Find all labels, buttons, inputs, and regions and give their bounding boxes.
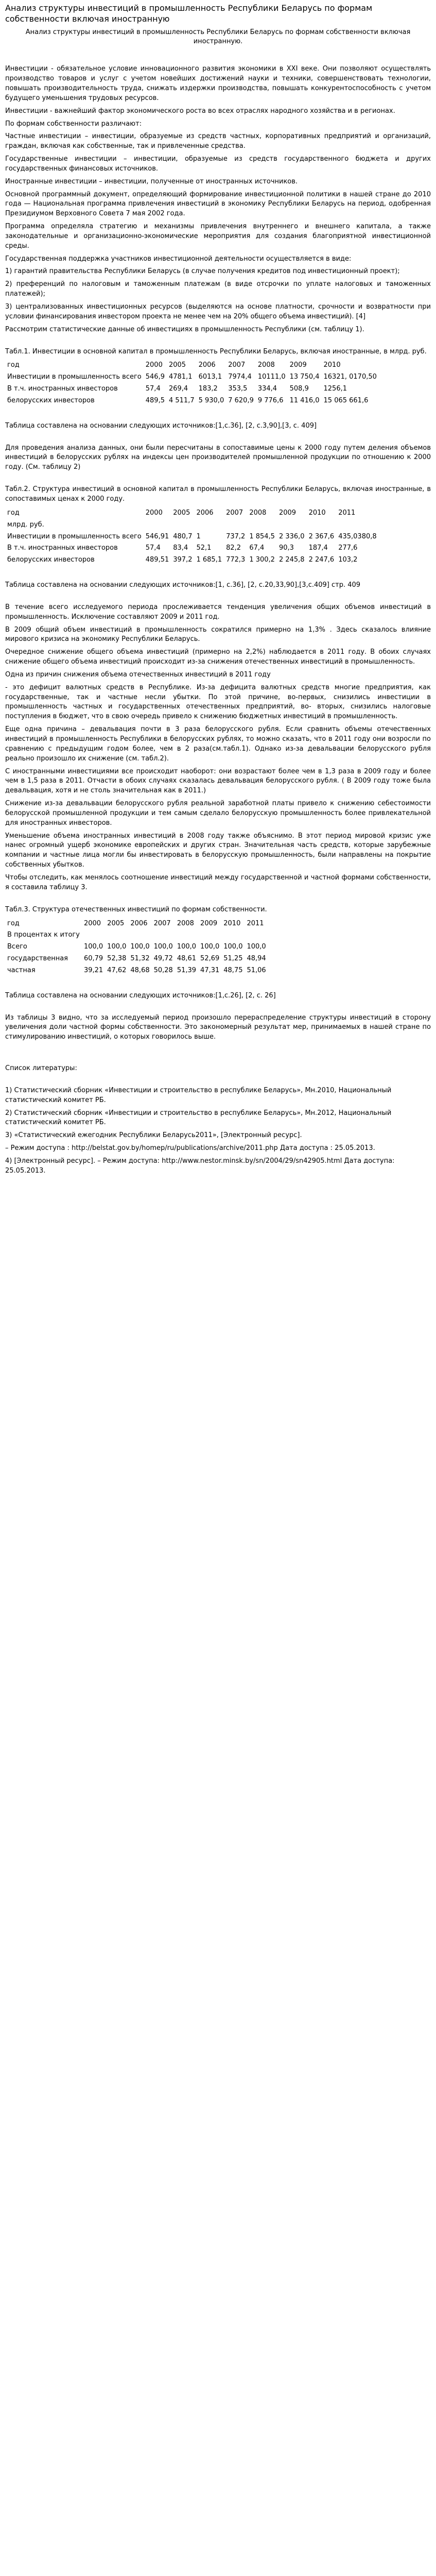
- table-cell: 48,61: [177, 955, 197, 963]
- table-cell: 489,5: [145, 396, 165, 404]
- table-cell: 67,4: [249, 544, 265, 552]
- conclusion: Из таблицы 3 видно, что за исследуемый период произошло перераспределение структуры инвестиций в сторону увеличения доли частной формы собственности. Это закономерный результат мер, принимаемых в нашей стране по стимулированию инвестиций, о которых говорилось выше.: [5, 1013, 431, 1041]
- paragraph: Очередное снижение общего объема инвестиций (примерно на 2,2%) наблюдается в 2011 году. В обоих случаях снижение общего объема инвестиций происходит из-за снижения отечественных инвестиций в промышленность.: [5, 648, 431, 666]
- table-cell: государственная: [7, 955, 68, 963]
- table-cell: 772,3: [226, 556, 246, 564]
- table-cell: 397,2: [173, 556, 193, 564]
- table-cell: 50,28: [153, 966, 173, 974]
- table-cell: [221, 929, 245, 941]
- table-row: [5, 395, 379, 407]
- table-cell: [224, 519, 247, 531]
- table-cell: [245, 929, 268, 941]
- paragraph: В 2009 общий объем инвестиций в промышленность сократился примерно на 1,3% . Здесь сказалось влияние мирового кризиса на экономику Республики Беларусь.: [5, 625, 431, 643]
- table-cell: В т.ч. иностранных инвесторов: [7, 385, 118, 393]
- paragraph: Инвестиции - важнейший фактор экономического роста во всех отраслях народного хозяйства и в регионах.: [5, 107, 395, 115]
- table-cell: 4781,1: [168, 373, 193, 381]
- paragraph: Уменьшение объема иностранных инвестиций в 2008 году также объяснимо. В этот период мировой кризис уже нанес огромный ущерб экономике европейских и других стран. Значительная часть средств, которые зарубежные компании и частные лица могли бы инвестировать в белорусскую промышленность, были направлены на покрытие собственных убытков.: [5, 832, 431, 869]
- table1-caption: Табл.1. Инвестиции в основной капитал в промышленность Республики Беларусь, включая иностранные, в млрд. руб.: [5, 347, 427, 355]
- table-cell: 57,4: [145, 544, 161, 552]
- table-row: [5, 519, 379, 531]
- table2: [5, 507, 379, 566]
- paragraph: Государственные инвестиции – инвестиции, образуемые из средств государственного бюджета и других государственных финансовых источников.: [5, 155, 431, 173]
- table-cell: 5 930,0: [198, 396, 224, 404]
- paragraph: 3) централизованных инвестиционных ресурсов (выделяются на основе платности, срочности и возвратности при условии финансирования инвестором проекта не менее чем на 20% общего объема инвестиций). [4]: [5, 303, 431, 320]
- table-cell: 48,94: [247, 955, 266, 963]
- table1-source: Таблица составлена на основании следующих источников:[1,с.36], [2, с.3,90],[3, с. 409]: [5, 421, 317, 430]
- table-cell: 16321, 0170,50: [323, 373, 377, 381]
- table-cell: [336, 519, 378, 531]
- table-cell: 2 367,6: [308, 532, 335, 540]
- table-cell: Инвестиции в промышленность всего: [7, 373, 142, 381]
- table-cell: 90,3: [278, 544, 294, 552]
- table-cell: 2008: [249, 509, 267, 517]
- paragraph: 1) гарантий правительства Республики Беларусь (в случае получения кредитов под инвестиционный проект);: [5, 267, 400, 276]
- table-cell: 6013,1: [198, 373, 222, 381]
- table-row: [5, 531, 379, 543]
- table-cell: 100,0: [107, 943, 127, 951]
- table-cell: Всего: [7, 943, 27, 951]
- table-cell: 11 416,0: [289, 396, 320, 404]
- table-cell: год: [7, 919, 20, 927]
- table-cell: 277,6: [338, 544, 358, 552]
- reference-item: 3) «Статистический ежегодник Республики Беларусь2011», [Электронный ресурс].: [5, 1131, 302, 1140]
- table-cell: 83,4: [173, 544, 188, 552]
- paragraph: 2) преференций по налоговым и таможенным платежам (в виде отсрочки по уплате налоговых и таможенных платежей);: [5, 280, 431, 298]
- table-row: [5, 953, 268, 965]
- table-cell: 57,4: [145, 385, 161, 393]
- table3-caption: Табл.3. Структура отечественных инвестиций по формам собственности.: [5, 905, 267, 913]
- table-cell: 49,72: [153, 955, 173, 963]
- table-cell: [175, 929, 198, 941]
- table-cell: 435,0380,8: [338, 532, 377, 540]
- table-cell: 9 776,6: [257, 396, 284, 404]
- table-cell: 2005: [107, 919, 125, 927]
- table-cell: 51,39: [177, 966, 197, 974]
- table-cell: [247, 519, 277, 531]
- table-cell: 2011: [247, 919, 264, 927]
- table-cell: [105, 929, 128, 941]
- table-cell: [171, 519, 194, 531]
- table-cell: 508,9: [289, 385, 309, 393]
- document-subtitle: Анализ структуры инвестиций в промышленность Республики Беларусь по формам собственности включая иностранную.: [25, 28, 411, 46]
- table-cell: 1 854,5: [249, 532, 275, 540]
- table-cell: частная: [7, 966, 36, 974]
- table-row: [5, 929, 268, 941]
- table-cell: 2000: [145, 361, 163, 369]
- table-cell: 334,4: [257, 385, 277, 393]
- table-cell: 100,0: [200, 943, 220, 951]
- table-cell: 2010: [323, 361, 341, 369]
- table-cell: 2005: [173, 509, 190, 517]
- reference-item: 1) Статистический сборник «Инвестиции и строительство в республике Беларусь», Мн.2010, Национальный статистический комитет РБ.: [5, 1086, 392, 1104]
- table-cell: Инвестиции в промышленность всего: [7, 532, 142, 540]
- table-cell: В т.ч. иностранных инвесторов: [7, 544, 118, 552]
- table-cell: год: [7, 509, 20, 517]
- table-cell: 2008: [177, 919, 194, 927]
- table-cell: 1: [196, 532, 201, 540]
- table1-note: Для проведения анализа данных, они были пересчитаны в сопоставимые цены к 2000 году путем деления объемов инвестиций в белорусских рублях на индексы цен производителей промышленной продукции по отношению к 2000 году. (См. таблицу 2): [5, 444, 431, 471]
- table-cell: 4 511,7: [168, 396, 195, 404]
- table-cell: В процентах к итогу: [7, 931, 80, 939]
- table1: [5, 360, 379, 406]
- document-title: Анализ структуры инвестиций в промышленность Республики Беларусь по формам собственности включая иностранную: [5, 3, 373, 24]
- table-cell: 13 750,4: [289, 373, 320, 381]
- analysis-section: [5, 603, 431, 893]
- table-cell: 1 300,2: [249, 556, 275, 564]
- table-cell: 187,4: [308, 544, 328, 552]
- table-cell: белорусских инвесторов: [7, 396, 95, 404]
- table-row: [5, 918, 268, 930]
- table-cell: 2006: [130, 919, 148, 927]
- paragraph: Частные инвестиции – инвестиции, образуемые из средств частных, корпоративных предприятий и организаций, граждан, включая как собственные, так и привлеченные средства.: [5, 132, 431, 150]
- table-cell: 183,2: [198, 385, 218, 393]
- table-cell: 2 336,0: [278, 532, 305, 540]
- table2-caption: Табл.2. Структура инвестиций в основной капитал в промышленность Республики Беларусь, включая иностранные, в сопоставимых ценах к 2000 году.: [5, 485, 431, 503]
- paragraph: С иностранными инвестициями все происходит наоборот: они возрастают более чем в 1,3 раза в 2009 году и более чем в 1,5 раза в 2011. Отчасти в обоих случаях сказалась девальвация белорусского рубля. ( В 2009 году тоже была девальвация, хотя и не столь значительная как в 2011.): [5, 767, 431, 795]
- reference-item: 2) Статистический сборник «Инвестиции и строительство в республике Беларусь», Мн.2012, Национальный статистический комитет РБ.: [5, 1109, 392, 1127]
- table-cell: 52,38: [107, 955, 127, 963]
- paragraph: Инвестиции - обязательное условие инновационного развития экономики в XXI веке. Они позволяют осуществлять производство товаров и услуг с учетом новейших достижений науки и техники, совершенствовать технологии, повышать производительность труда, снижать издержки производства, повышать конкурентоспособность с учетом будущего уменьшения трудовых ресурсов.: [5, 65, 431, 102]
- paragraph: По формам собственности различают:: [5, 120, 142, 128]
- table-cell: [307, 519, 337, 531]
- table-cell: 60,79: [83, 955, 103, 963]
- table3-source: Таблица составлена на основании следующих источников:[1,с.26], [2, с. 26]: [5, 991, 276, 999]
- paragraph: В течение всего исследуемого периода прослеживается тенденция увеличения общих объемов инвестиций в промышленность. Исключение составляют 2009 и 2011 год.: [5, 603, 431, 621]
- table-cell: 2009: [278, 509, 297, 517]
- table-cell: 1 685,1: [196, 556, 222, 564]
- table-cell: 51,06: [247, 966, 266, 974]
- table-cell: 100,0: [83, 943, 103, 951]
- table-cell: млрд. руб.: [7, 520, 44, 529]
- reference-item: 4) [Электронный ресурс]. – Режим доступа: http://www.nestor.minsk.by/sn/2004/29/sn42905.html Дата доступа: 25.05.2013.: [5, 1157, 395, 1175]
- table-cell: [198, 929, 221, 941]
- table-cell: 47,31: [200, 966, 220, 974]
- paragraph: Рассмотрим статистические данные об инвестициях в промышленность Республики (см. таблицу 1).: [5, 325, 364, 333]
- table-cell: 100,0: [130, 943, 150, 951]
- paragraph: Иностранные инвестиции – инвестиции, полученные от иностранных источников.: [5, 177, 298, 185]
- table-cell: 546,9: [145, 373, 165, 381]
- table-cell: 2007: [153, 919, 171, 927]
- table-cell: 47,62: [107, 966, 127, 974]
- table-cell: 51,32: [130, 955, 150, 963]
- table-cell: 7974,4: [228, 373, 252, 381]
- table-cell: 2010: [308, 509, 326, 517]
- table-cell: 2010: [223, 919, 241, 927]
- table-cell: 2011: [338, 509, 356, 517]
- table-cell: 10111,0: [257, 373, 286, 381]
- table-cell: 269,4: [168, 385, 188, 393]
- table-cell: 100,0: [153, 943, 173, 951]
- table-cell: 52,69: [200, 955, 220, 963]
- table-row: [5, 554, 379, 566]
- table-cell: [82, 929, 105, 941]
- table-row: [5, 371, 379, 383]
- table-row: [5, 965, 268, 977]
- table-cell: 2 245,8: [278, 556, 305, 564]
- table-cell: 2000: [83, 919, 101, 927]
- table-cell: 480,7: [173, 532, 193, 540]
- table-cell: 100,0: [223, 943, 243, 951]
- references-section: [5, 1064, 431, 1176]
- references-title: Список литературы:: [5, 1064, 77, 1073]
- table-cell: 2007: [228, 361, 246, 369]
- table-cell: 82,2: [226, 544, 241, 552]
- paragraph: Еще одна причина – девальвация почти в 3 раза белорусского рубля. Если сравнить объемы отечественных инвестиций в промышленность Республики в белорусских рублях, то можно сказать, что в 2011 году они возросли по сравнению с предыдущим годом более, чем в 2 раза(см.табл.1). Однако из-за девальвации белорусского рубля реально произошло их снижение (см. табл.2).: [5, 725, 431, 762]
- table-cell: 7 620,9: [228, 396, 254, 404]
- table-cell: 737,2: [226, 532, 246, 540]
- paragraph: Одна из причин снижения объема отечественных инвестиций в 2011 году: [5, 670, 271, 679]
- table-row: [5, 543, 379, 554]
- table-cell: 2008: [257, 361, 275, 369]
- table-cell: 2006: [198, 361, 216, 369]
- table-cell: 2009: [289, 361, 307, 369]
- table-cell: 2005: [168, 361, 186, 369]
- paragraph: Государственная поддержка участников инвестиционной деятельности осуществляется в виде:: [5, 255, 352, 263]
- table2-source: Таблица составлена на основании следующих источников:[1, с.36], [2, с.20,33,90],[3,с.409] стр. 409: [5, 581, 361, 589]
- paragraph: Основной программный документ, определяющий формирование инвестиционной политики в нашей стране до 2010 года — Национальная программа привлечения инвестиций в экономику Республики Беларусь на период, одобренная Президиумом Верховного Совета 7 мая 2002 года.: [5, 190, 431, 218]
- reference-item: – Режим доступа : http://belstat.gov.by/homep/ru/publications/archive/2011.php Дата доступа : 25.05.2013.: [5, 1144, 375, 1153]
- table-cell: 2006: [196, 509, 214, 517]
- table-cell: 2000: [145, 509, 163, 517]
- table-cell: 2 247,6: [308, 556, 335, 564]
- table-row: [5, 507, 379, 519]
- table3: [5, 918, 268, 977]
- paragraph: - это дефицит валютных средств в Республике. Из-за дефицита валютных средств многие предприятия, как государственные, так и частные несли убытки. По этой причине, во-первых, снизились инвестиции в промышленность частных и государственных отечественных предприятий, во- вторых, снизились налоговые поступления в бюджет, что в свою очередь привело к снижению бюджетных инвестиций в промышленность.: [5, 683, 431, 721]
- document-page: [0, 0, 436, 1200]
- table-cell: [194, 519, 224, 531]
- table-cell: [152, 929, 175, 941]
- table-row: [5, 941, 268, 953]
- table-cell: 489,51: [145, 556, 169, 564]
- table-cell: 353,5: [228, 385, 248, 393]
- table-cell: 546,91: [145, 532, 169, 540]
- table-cell: 1256,1: [323, 385, 347, 393]
- table-cell: [144, 519, 171, 531]
- table-cell: [128, 929, 151, 941]
- table-cell: 100,0: [177, 943, 197, 951]
- table-cell: 39,21: [83, 966, 103, 974]
- table-cell: год: [7, 361, 20, 369]
- table-cell: 48,75: [223, 966, 243, 974]
- paragraph: Снижение из-за девальвации белорусского рубля реальной заработной платы привело к снижению себестоимости белорусской промышленной продукции и тем самым сделало белорусскую промышленность более привлекательной для иностранных инвесторов.: [5, 800, 431, 827]
- table-cell: 100,0: [247, 943, 266, 951]
- table-cell: 51,25: [223, 955, 243, 963]
- table-cell: 2009: [200, 919, 218, 927]
- intro-section: [5, 64, 431, 334]
- table-cell: 52,1: [196, 544, 212, 552]
- table-cell: [277, 519, 307, 531]
- table-row: [5, 360, 379, 371]
- table-row: [5, 383, 379, 395]
- table-cell: 2007: [226, 509, 243, 517]
- table-cell: 103,2: [338, 556, 358, 564]
- table-cell: белорусских инвесторов: [7, 556, 95, 564]
- table-cell: 48,68: [130, 966, 150, 974]
- table-cell: 15 065 661,6: [323, 396, 369, 404]
- paragraph: Чтобы отследить, как менялось соотношение инвестиций между государственной и частной формами собственности, я составила таблицу 3.: [5, 873, 431, 891]
- paragraph: Программа определяла стратегию и механизмы привлечения внутреннего и внешнего капитала, а также законодательные и организационно-экономические мероприятия для создания благоприятной инвестиционной среды.: [5, 223, 431, 250]
